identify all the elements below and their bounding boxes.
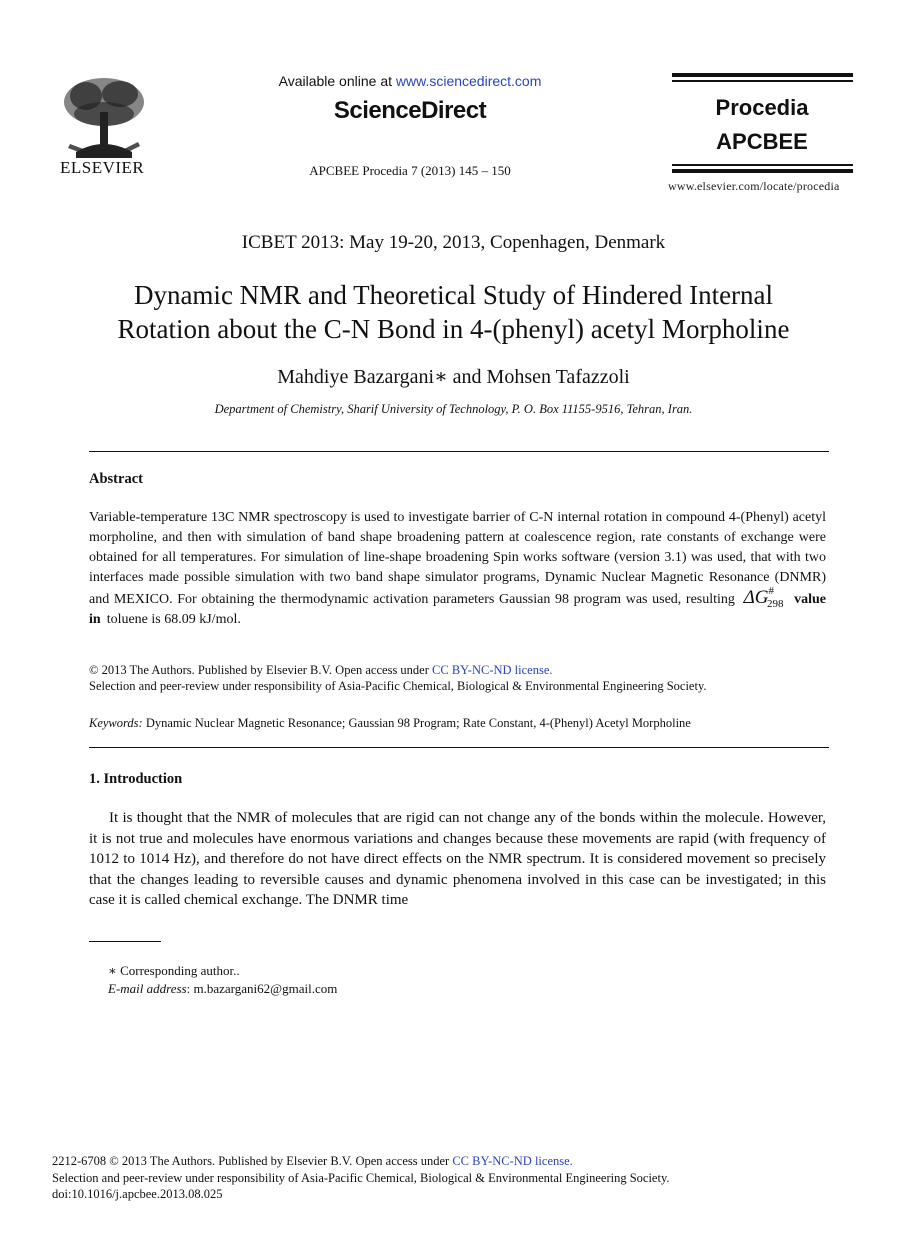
footer-license-link[interactable]: CC BY-NC-ND license. <box>452 1154 573 1168</box>
paper-title: Dynamic NMR and Theoretical Study of Hindered Internal Rotation about the C-N Bond in 4-(phenyl) acetyl Morpholine <box>117 280 790 344</box>
introduction-heading: 1. Introduction <box>89 771 183 787</box>
available-online: Available online at www.sciencedirect.com <box>278 73 542 89</box>
abstract-heading: Abstract <box>89 471 143 487</box>
sciencedirect-link[interactable]: www.sciencedirect.com <box>395 73 542 89</box>
keywords: Keywords: Dynamic Nuclear Magnetic Resonance; Gaussian 98 Program; Rate Constant, 4-(Phenyl) Acetyl Morpholine <box>89 716 691 730</box>
elsevier-wordmark: ELSEVIER <box>60 158 145 177</box>
corresponding-author-note: ∗ Corresponding author.. <box>108 963 240 978</box>
abstract-top-rule <box>89 451 829 452</box>
conference-line: ICBET 2013: May 19-20, 2013, Copenhagen, Denmark <box>241 232 666 253</box>
masthead-rule-bottom <box>672 169 853 173</box>
abstract-text: Variable-temperature 13C NMR spectroscopy is used to investigate barrier of C-N internal rotation in compound 4-(Phenyl) acetyl morpholine, and then with simulation of band shape broadening pattern at coalescence region, rate constants of exchange were obtained for all temperatures. For simulation of line-shape broadening Spin works software (version 3.1) was used, that with two interfaces made possible simulation with two band shape simulator programs, Dynamic Nuclear Magnetic Resonance (DNMR) and MEXICO. For obtaining the thermodynamic activation parameters Gaussian 98 program was used, resulting $\Delta G^{\#}_{298}$ value in toluene is 68.09 kJ/mol. <box>89 510 827 627</box>
author-email: E-mail address: m.bazargani62@gmail.com <box>108 981 338 996</box>
masthead-rule-top-thin <box>672 80 853 82</box>
abstract-bottom-rule <box>89 747 829 748</box>
masthead-rule-bottom-thin <box>672 164 853 166</box>
page-footer: 2212-6708 © 2013 The Authors. Published by Elsevier B.V. Open access under CC BY-NC-ND license. Selection and peer-review under responsibility of Asia-Pacific Chemical, Biological & Environmental Engineering Society. doi:10.1016/j.apcbee.2013.08.025 <box>52 1154 670 1201</box>
masthead-rule-top <box>672 73 853 77</box>
affiliation: Department of Chemistry, Sharif University of Technology, P. O. Box 11155-9516, Tehran, Iran. <box>214 402 693 416</box>
journal-name-line1: Procedia <box>715 95 809 120</box>
license-link[interactable]: CC BY-NC-ND license. <box>432 663 553 677</box>
journal-citation: APCBEE Procedia 7 (2013) 145 – 150 <box>309 163 511 178</box>
author-list: Mahdiye Bazargani∗ and Mohsen Tafazzoli <box>277 366 630 388</box>
delta-g-symbol: $\Delta G^{\#}_{298}$ <box>743 585 784 610</box>
introduction-text: It is thought that the NMR of molecules that are rigid can not change any of the bonds within the molecule. However, it is not true and molecules have enormous variations and changes because these movements are rapid (with frequency of 1012 to 1014 Hz), and therefore do not have direct effects on the NMR spectrum. It is considered movement so precisely that the changes leading to reversible causes and dynamic phenomena involved in this case can be investigated; in this case it is called chemical exchange. The DNMR time <box>89 810 826 908</box>
journal-name-line2: APCBEE <box>716 129 808 154</box>
journal-url: www.elsevier.com/locate/procedia <box>668 179 840 193</box>
copyright-notice: © 2013 The Authors. Published by Elsevier B.V. Open access under CC BY-NC-ND license. Selection and peer-review under responsibility of Asia-Pacific Chemical, Biological & Environmental Engineering Society. <box>89 663 707 693</box>
footnote-rule <box>89 941 161 942</box>
sciencedirect-wordmark: ScienceDirect <box>333 97 487 124</box>
